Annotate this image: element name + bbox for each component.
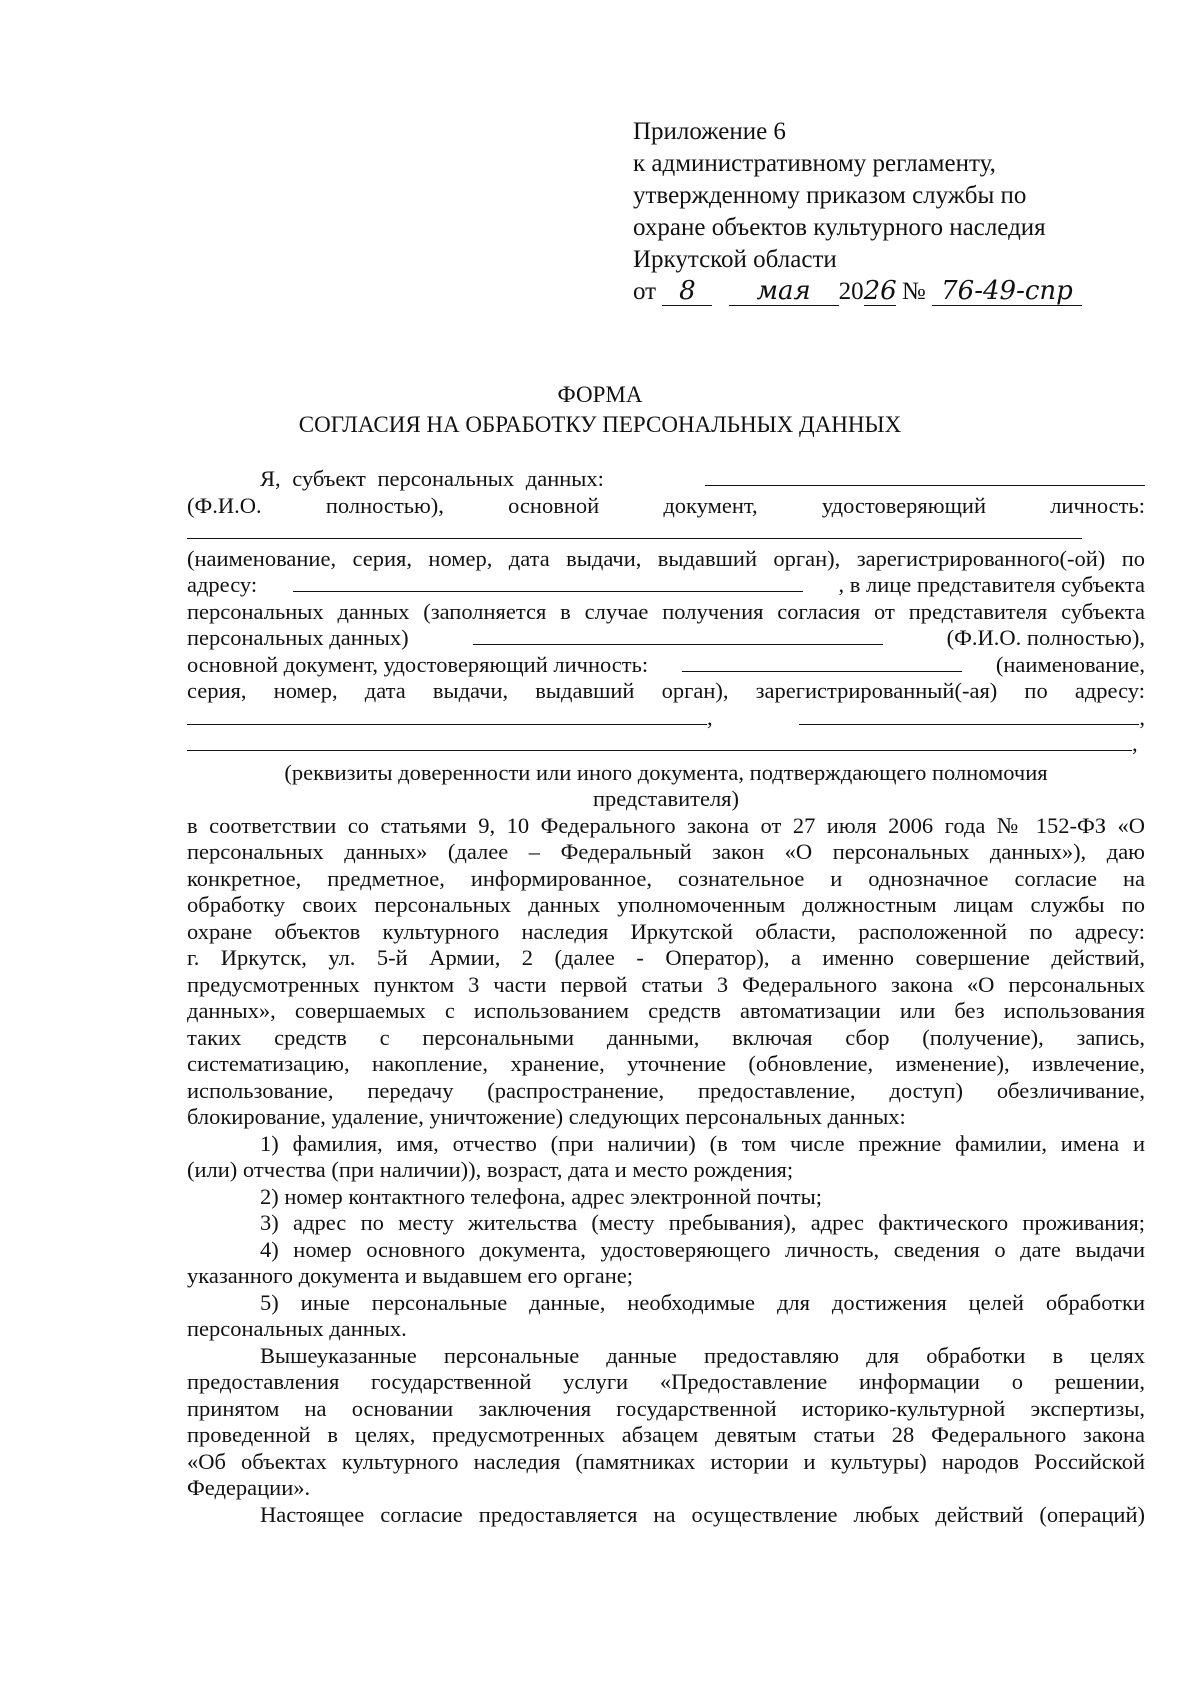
list-item: 5) иные персональные данные, необходимые для достижения целей обработки bbox=[260, 1289, 1145, 1315]
date-year-handwritten: 26 bbox=[863, 276, 897, 306]
power-of-attorney-line bbox=[187, 731, 1145, 758]
subject-label: Я, субъект персональных данных: bbox=[260, 466, 604, 491]
representative-line bbox=[187, 625, 1145, 652]
list-item-continuation: персональных данных. bbox=[187, 1316, 407, 1341]
consent-scope-line: Настоящее согласие предоставляется на осуществление любых действий (операций) bbox=[260, 1501, 1145, 1527]
subject-line bbox=[187, 466, 1145, 493]
text-segment: (Ф.И.О. полностью), bbox=[946, 625, 1145, 650]
text-segment: персональных данных) bbox=[187, 625, 409, 650]
address-label: адресу: bbox=[187, 572, 258, 597]
date-month-handwritten: мая bbox=[729, 277, 839, 306]
list-item: 1) фамилия, имя, отчество (при наличии) (в том числе прежние фамилии, имена и bbox=[260, 1130, 1145, 1156]
appendix-date-line bbox=[633, 276, 1082, 308]
text-segment: основной документ, удостоверяющий личность: bbox=[187, 651, 649, 677]
form-title: ФОРМА bbox=[557, 382, 643, 407]
id-document-field[interactable] bbox=[187, 520, 1082, 539]
power-of-attorney-note: (реквизиты доверенности или иного документа, подтверждающего полномочия bbox=[284, 759, 1048, 785]
subject-name-field[interactable] bbox=[705, 467, 1145, 486]
list-item: 3) адрес по месту жительства (месту пребывания), адрес фактического проживания; bbox=[260, 1210, 1145, 1235]
id-document-blank-line bbox=[187, 519, 1145, 546]
id-document-line bbox=[187, 493, 1145, 520]
purpose-paragraph bbox=[187, 1343, 1145, 1502]
text-word: личность: bbox=[1050, 492, 1145, 518]
appendix-line: Приложение 6 bbox=[633, 118, 786, 145]
representative-name-field[interactable] bbox=[473, 626, 883, 645]
text-line: «Об объектах культурного наследия (памятниках истории и культуры) народов Российской bbox=[187, 1448, 1145, 1474]
text-word: полностью), bbox=[325, 492, 444, 518]
appendix-header bbox=[633, 116, 1082, 308]
representative-doc-field[interactable] bbox=[682, 653, 962, 672]
text-line: персональных данных (заполняется в случае получения согласия от представителя субъекта bbox=[187, 598, 1145, 624]
text-segment: , в лице представителя субъекта bbox=[838, 572, 1145, 597]
date-year-prefix: 20 bbox=[838, 278, 864, 305]
text-line: использование, передачу (распространение, предоставление, доступ) обезличивание, bbox=[187, 1077, 1145, 1103]
text-line: систематизацию, накопление, хранение, уточнение (обновление, изменение), извлечение, bbox=[187, 1051, 1145, 1076]
address-field[interactable] bbox=[293, 573, 803, 592]
appendix-line: к административному регламенту, bbox=[633, 150, 996, 177]
text-line: серия, номер, дата выдачи, выдавший орган), зарегистрированный(-ая) по адресу: bbox=[187, 678, 1145, 703]
text-line: обработку своих персональных данных уполномоченным должностным лицам службы по bbox=[187, 892, 1145, 917]
date-prefix: от bbox=[633, 278, 657, 305]
text-line: предусмотренных пунктом 3 части первой статьи 3 Федерального закона «О персональных bbox=[187, 971, 1145, 997]
form-body bbox=[187, 466, 1145, 1528]
text-line: охране объектов культурного наследия Иркутской области, расположенной по адресу: bbox=[187, 918, 1145, 944]
text-line: конкретное, предметное, информированное, сознательное и однозначное согласие на bbox=[187, 865, 1145, 891]
text-line: блокирование, удаление, уничтожение) следующих персональных данных: bbox=[187, 1104, 906, 1129]
form-subtitle: СОГЛАСИЯ НА ОБРАБОТКУ ПЕРСОНАЛЬНЫХ ДАННЫХ bbox=[298, 412, 902, 437]
consent-paragraph bbox=[187, 813, 1145, 1131]
text-word: удостоверяющий bbox=[821, 492, 987, 518]
text-line: г. Иркутск, ул. 5-й Армии, 2 (далее - Оператор), а именно совершение действий, bbox=[187, 945, 1145, 970]
list-item-continuation: (или) отчества (при наличии)), возраст, дата и место рождения; bbox=[187, 1157, 794, 1182]
comma: , bbox=[707, 704, 713, 730]
representative-address-field-2[interactable] bbox=[799, 706, 1139, 725]
list-item: 2) номер контактного телефона, адрес электронной почты; bbox=[260, 1183, 822, 1209]
data-list bbox=[187, 1131, 1145, 1343]
text-word: (Ф.И.О. bbox=[187, 492, 262, 518]
representative-address-line bbox=[187, 705, 1145, 732]
comma: , bbox=[1139, 704, 1145, 730]
text-word: основной bbox=[508, 492, 600, 518]
representative-address-part bbox=[799, 705, 1145, 732]
order-number-handwritten: 76-49-спр bbox=[932, 277, 1082, 306]
list-item: 4) номер основного документа, удостоверяющего личность, сведения о дате выдачи bbox=[260, 1236, 1145, 1262]
power-of-attorney-field[interactable] bbox=[187, 732, 1132, 751]
power-of-attorney-note: представителя) bbox=[592, 786, 740, 811]
date-day-handwritten: 8 bbox=[662, 277, 712, 306]
appendix-line: утвержденному приказом службы по bbox=[633, 182, 1027, 209]
text-line: принятом на основании заключения государственной историко-культурной экспертизы, bbox=[187, 1395, 1145, 1421]
text-line: персональных данных» (далее – Федеральный закон «О персональных данных»), даю bbox=[187, 839, 1145, 864]
text-line: (наименование, серия, номер, дата выдачи, выдавший орган), зарегистрированного(-ой) по bbox=[187, 545, 1145, 571]
appendix-line: Иркутской области bbox=[633, 246, 837, 273]
representative-doc-line bbox=[187, 652, 1145, 679]
text-line: проведенной в целях, предусмотренных абзацем девятым статьи 28 Федерального закона bbox=[187, 1422, 1145, 1447]
list-item-continuation: указанного документа и выдавшем его органе; bbox=[187, 1263, 633, 1288]
representative-address-part bbox=[187, 705, 713, 732]
representative-address-field[interactable] bbox=[187, 706, 707, 725]
comma: , bbox=[1132, 731, 1138, 756]
text-line: Вышеуказанные персональные данные предоставляю для обработки в целях bbox=[260, 1342, 1145, 1368]
text-word: документ, bbox=[663, 492, 758, 518]
number-sign: № bbox=[901, 278, 926, 305]
text-line: Федерации». bbox=[187, 1475, 311, 1500]
text-line: таких средств с персональными данными, включая сбор (получение), запись, bbox=[187, 1024, 1145, 1050]
appendix-line: охране объектов культурного наследия bbox=[633, 214, 1046, 241]
text-line: в соответствии со статьями 9, 10 Федерального закона от 27 июля 2006 года № 152-ФЗ «О bbox=[187, 812, 1145, 838]
text-line: предоставления государственной услуги «Предоставление информации о решении, bbox=[187, 1369, 1145, 1394]
text-line: данных», совершаемых с использованием средств автоматизации или без использования bbox=[187, 998, 1145, 1023]
address-line bbox=[187, 572, 1145, 599]
text-segment: (наименование, bbox=[995, 651, 1145, 677]
